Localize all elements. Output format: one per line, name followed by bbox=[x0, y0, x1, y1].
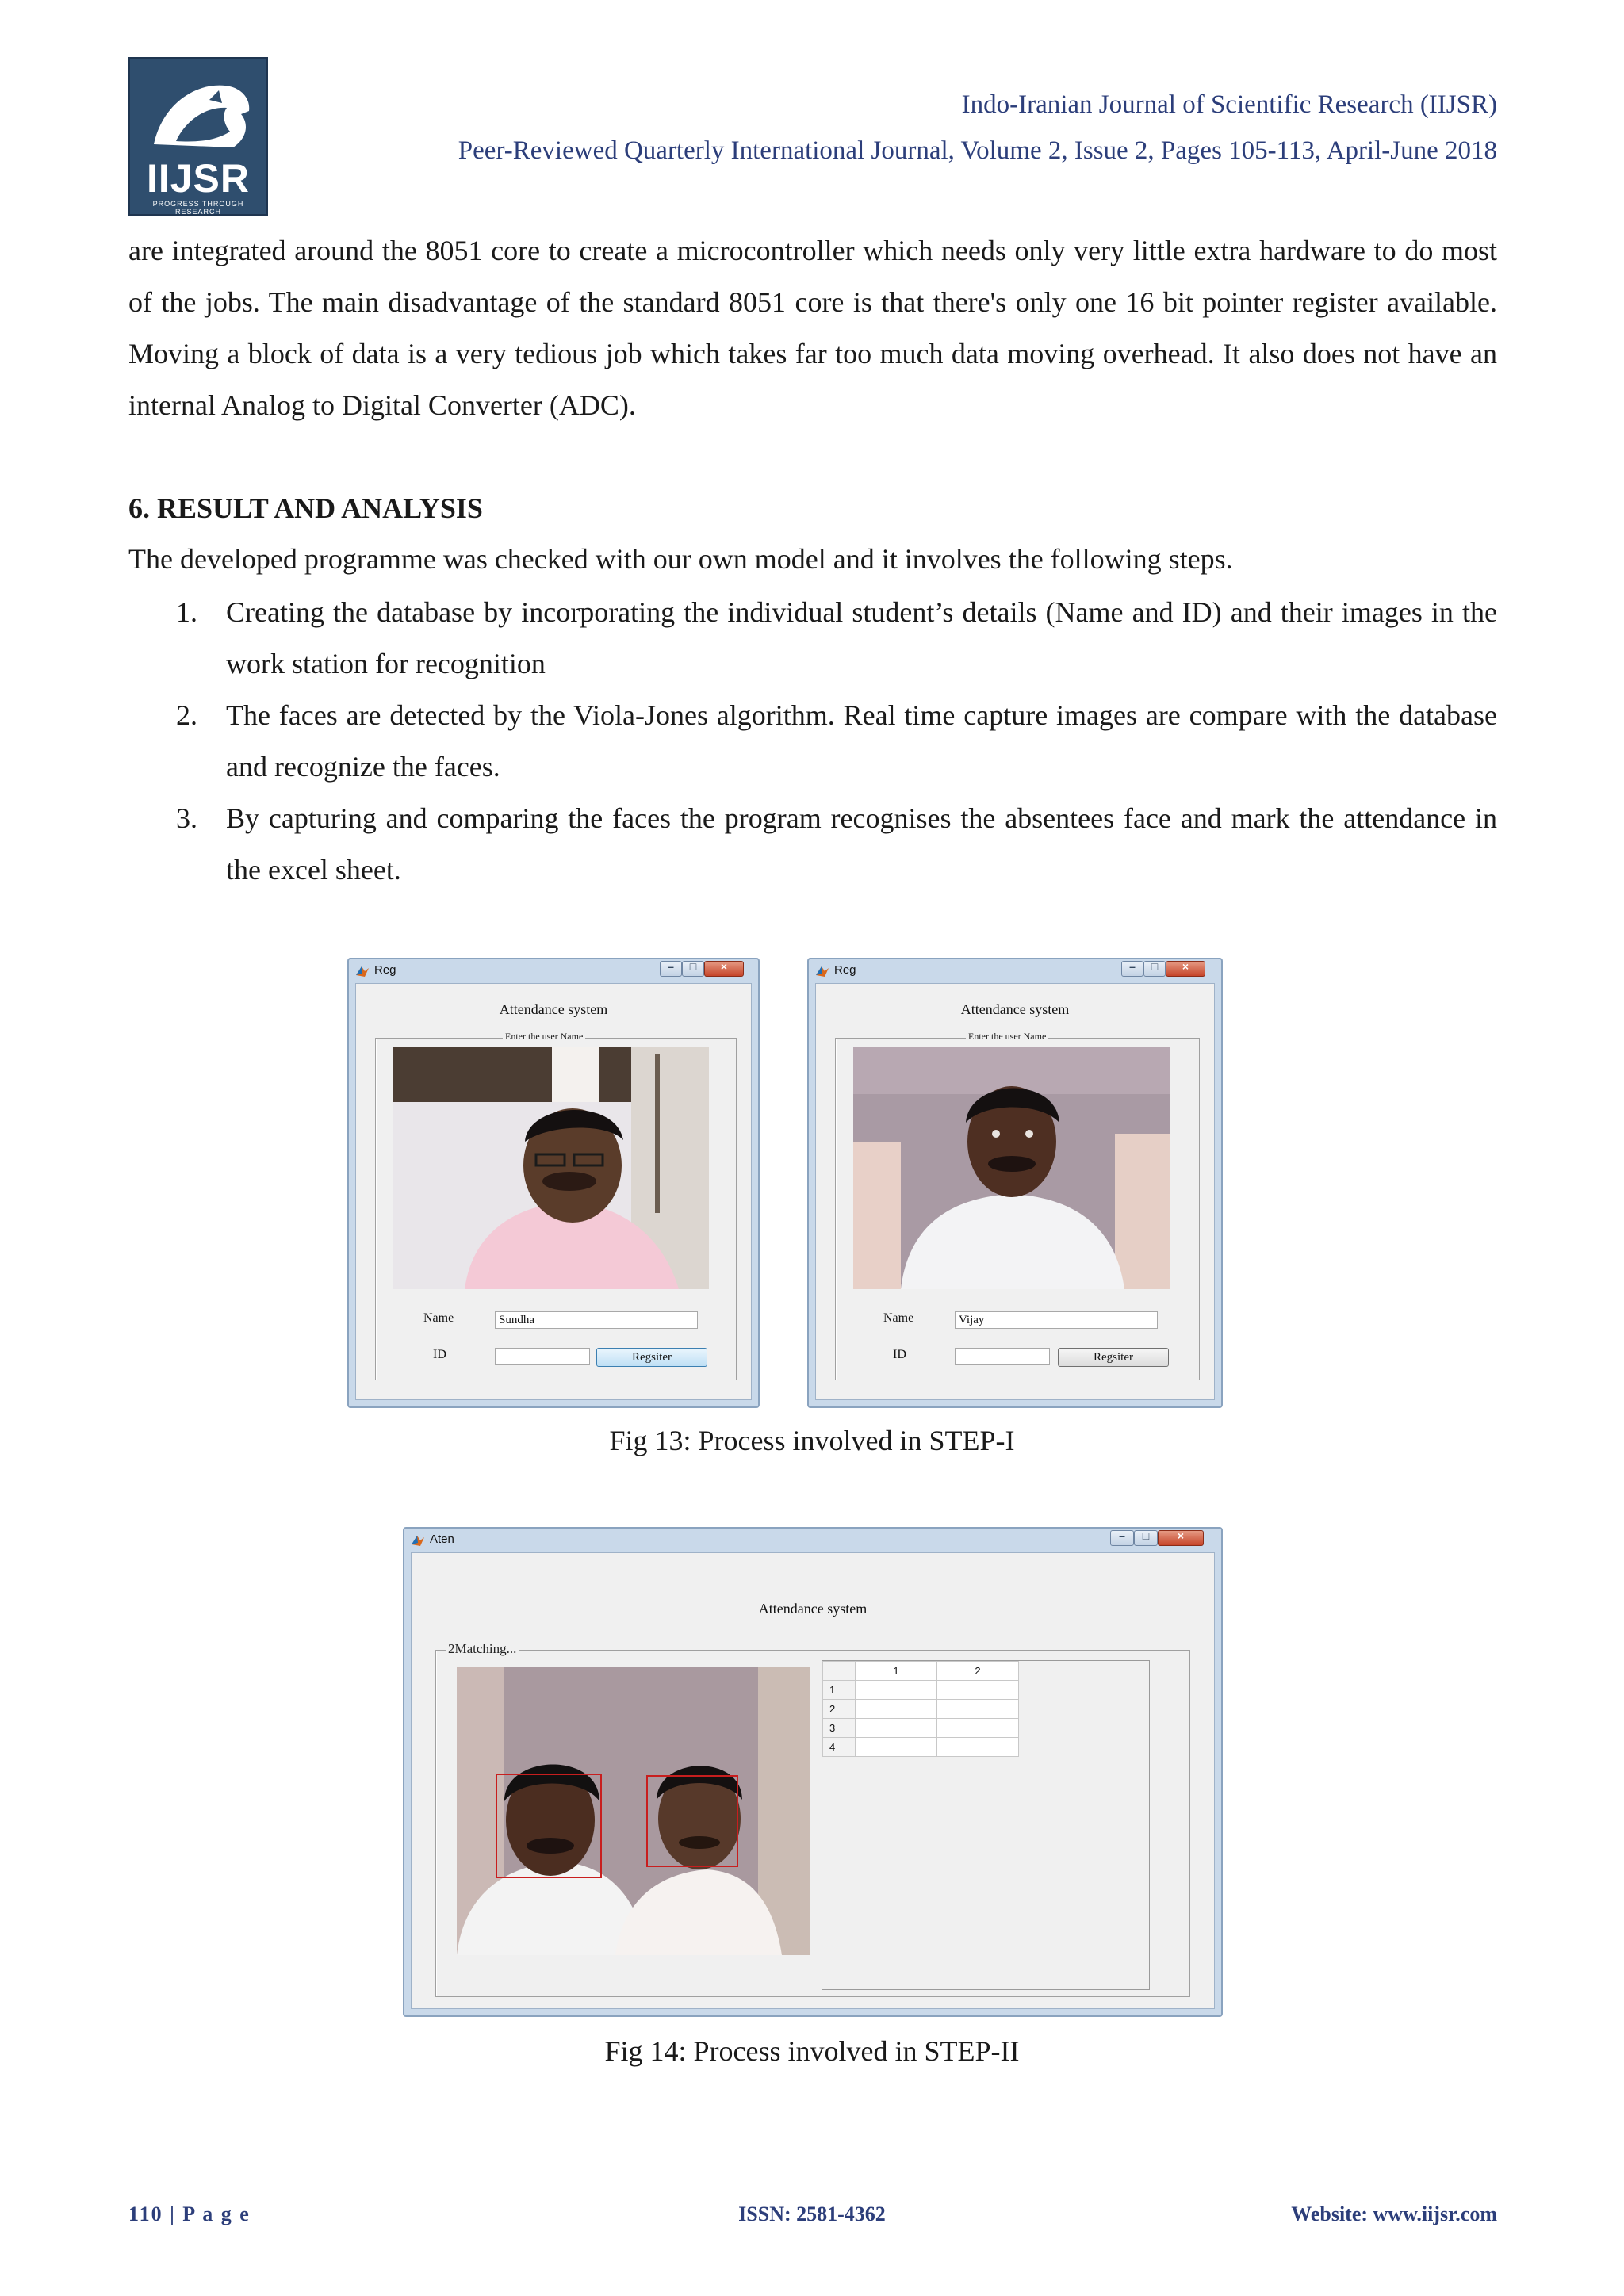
matlab-icon bbox=[815, 964, 829, 978]
table-cell[interactable] bbox=[856, 1719, 937, 1738]
id-input[interactable] bbox=[495, 1348, 590, 1365]
step-number: 3. bbox=[176, 802, 197, 834]
step-text: The faces are detected by the Viola-Jones algorithm. Real time capture images are compare with the database and recognize the faces. bbox=[226, 699, 1497, 783]
journal-logo bbox=[128, 57, 268, 216]
table-cell[interactable] bbox=[937, 1681, 1019, 1700]
app-title: Attendance system bbox=[758, 1601, 868, 1617]
journal-name: Indo-Iranian Journal of Scientific Research (IIJSR) bbox=[961, 90, 1497, 119]
table-cell[interactable] bbox=[856, 1700, 937, 1719]
user-entry-group bbox=[375, 1031, 737, 1380]
journal-details: Peer-Reviewed Quarterly International Journal, Volume 2, Issue 2, Pages 105-113, April-June 2018 bbox=[458, 136, 1497, 165]
table-row bbox=[823, 1719, 1019, 1738]
window-title: Reg bbox=[374, 963, 396, 977]
detection-preview bbox=[457, 1667, 810, 1955]
minimize-icon: – bbox=[1129, 960, 1136, 973]
row-header: 2 bbox=[823, 1700, 856, 1719]
matching-status: 2Matching... bbox=[446, 1641, 519, 1657]
table-corner bbox=[823, 1662, 856, 1681]
website: Website: www.iijsr.com bbox=[1291, 2202, 1497, 2225]
maximize-icon: □ bbox=[689, 960, 697, 973]
section-heading: 6. RESULT AND ANALYSIS bbox=[128, 492, 483, 524]
issn: ISSN: 2581-4362 bbox=[738, 2202, 886, 2225]
maximize-button[interactable] bbox=[1143, 961, 1166, 977]
close-icon: × bbox=[1182, 960, 1189, 973]
close-icon: × bbox=[720, 960, 728, 973]
minimize-button[interactable] bbox=[660, 961, 682, 977]
logo-wordmark: IIJSR bbox=[146, 156, 251, 201]
figure-14-caption: Fig 14: Process involved in STEP-II bbox=[604, 2035, 1020, 2067]
register-button[interactable]: Regsiter bbox=[1058, 1348, 1169, 1367]
matlab-icon bbox=[411, 1533, 425, 1548]
row-header: 4 bbox=[823, 1738, 856, 1757]
matching-group bbox=[435, 1641, 1190, 1997]
camera-preview bbox=[853, 1047, 1170, 1289]
close-button[interactable] bbox=[1158, 1530, 1204, 1546]
table-cell[interactable] bbox=[937, 1719, 1019, 1738]
maximize-icon: □ bbox=[1142, 1529, 1150, 1542]
table-row bbox=[823, 1681, 1019, 1700]
table-cell[interactable] bbox=[856, 1681, 937, 1700]
page-number: 110 | P a g e bbox=[128, 2202, 251, 2225]
group-label: Enter the user Name bbox=[966, 1031, 1048, 1043]
id-label: ID bbox=[893, 1348, 906, 1361]
column-header[interactable]: 2 bbox=[937, 1662, 1019, 1681]
user-entry-group bbox=[835, 1031, 1200, 1380]
close-button[interactable] bbox=[704, 961, 744, 977]
window-title: Reg bbox=[834, 963, 856, 977]
table-header-row bbox=[823, 1662, 1019, 1681]
camera-preview bbox=[393, 1047, 709, 1289]
minimize-icon: – bbox=[668, 960, 674, 973]
aten-window bbox=[403, 1527, 1223, 2017]
window-client-area bbox=[411, 1552, 1215, 2009]
maximize-icon: □ bbox=[1151, 960, 1159, 973]
maximize-button[interactable] bbox=[1134, 1530, 1158, 1546]
logo-tagline: PROGRESS THROUGH RESEARCH bbox=[152, 200, 244, 216]
maximize-button[interactable] bbox=[682, 961, 704, 977]
register-button[interactable]: Regsiter bbox=[596, 1348, 707, 1367]
reg-window-2 bbox=[807, 958, 1223, 1408]
row-header: 1 bbox=[823, 1681, 856, 1700]
close-icon: × bbox=[1177, 1529, 1185, 1542]
intro-sentence: The developed programme was checked with our own model and it involves the following steps. bbox=[128, 543, 1233, 575]
group-label: Enter the user Name bbox=[503, 1031, 585, 1043]
app-title: Attendance system bbox=[499, 1001, 608, 1017]
step-text: By capturing and comparing the faces the program recognises the absentees face and mark the attendance in the excel sheet. bbox=[226, 802, 1497, 886]
row-header: 3 bbox=[823, 1719, 856, 1738]
attendance-table bbox=[822, 1661, 1019, 1757]
window-titlebar bbox=[349, 959, 758, 983]
window-titlebar bbox=[404, 1529, 1221, 1552]
window-client-area bbox=[355, 983, 752, 1400]
body-paragraph: are integrated around the 8051 core to create a microcontroller which needs only very little extra hardware to do most of the jobs. The main disadvantage of the standard 8051 core is that there's only one 16 bit pointer register available. Moving a block of data is a very tedious job which takes far too much data moving overhead. It also does not have an internal Analog to Digital Converter (ADC). bbox=[128, 235, 1497, 421]
figure-13-caption: Fig 13: Process involved in STEP-I bbox=[609, 1425, 1015, 1456]
window-titlebar bbox=[809, 959, 1221, 983]
table-cell[interactable] bbox=[856, 1738, 937, 1757]
name-label: Name bbox=[883, 1311, 914, 1325]
attendance-table-panel bbox=[822, 1660, 1150, 1990]
name-input[interactable]: Sundha bbox=[495, 1311, 698, 1329]
matlab-icon bbox=[355, 964, 370, 978]
minimize-button[interactable] bbox=[1110, 1530, 1134, 1546]
app-title: Attendance system bbox=[960, 1001, 1070, 1017]
name-input[interactable]: Vijay bbox=[955, 1311, 1158, 1329]
table-row bbox=[823, 1738, 1019, 1757]
id-label: ID bbox=[433, 1348, 446, 1361]
step-number: 2. bbox=[176, 699, 197, 731]
table-cell[interactable] bbox=[937, 1738, 1019, 1757]
id-input[interactable] bbox=[955, 1348, 1050, 1365]
reg-window-1 bbox=[347, 958, 760, 1408]
minimize-button[interactable] bbox=[1121, 961, 1143, 977]
table-cell[interactable] bbox=[937, 1700, 1019, 1719]
table-row bbox=[823, 1700, 1019, 1719]
close-button[interactable] bbox=[1166, 961, 1205, 977]
step-number: 1. bbox=[176, 596, 197, 628]
window-client-area bbox=[815, 983, 1215, 1400]
minimize-icon: – bbox=[1119, 1529, 1125, 1542]
column-header[interactable]: 1 bbox=[856, 1662, 937, 1681]
window-title: Aten bbox=[430, 1533, 454, 1546]
name-label: Name bbox=[423, 1311, 454, 1325]
step-text: Creating the database by incorporating the individual student’s details (Name and ID) and their images in the work station for recognition bbox=[226, 596, 1497, 679]
